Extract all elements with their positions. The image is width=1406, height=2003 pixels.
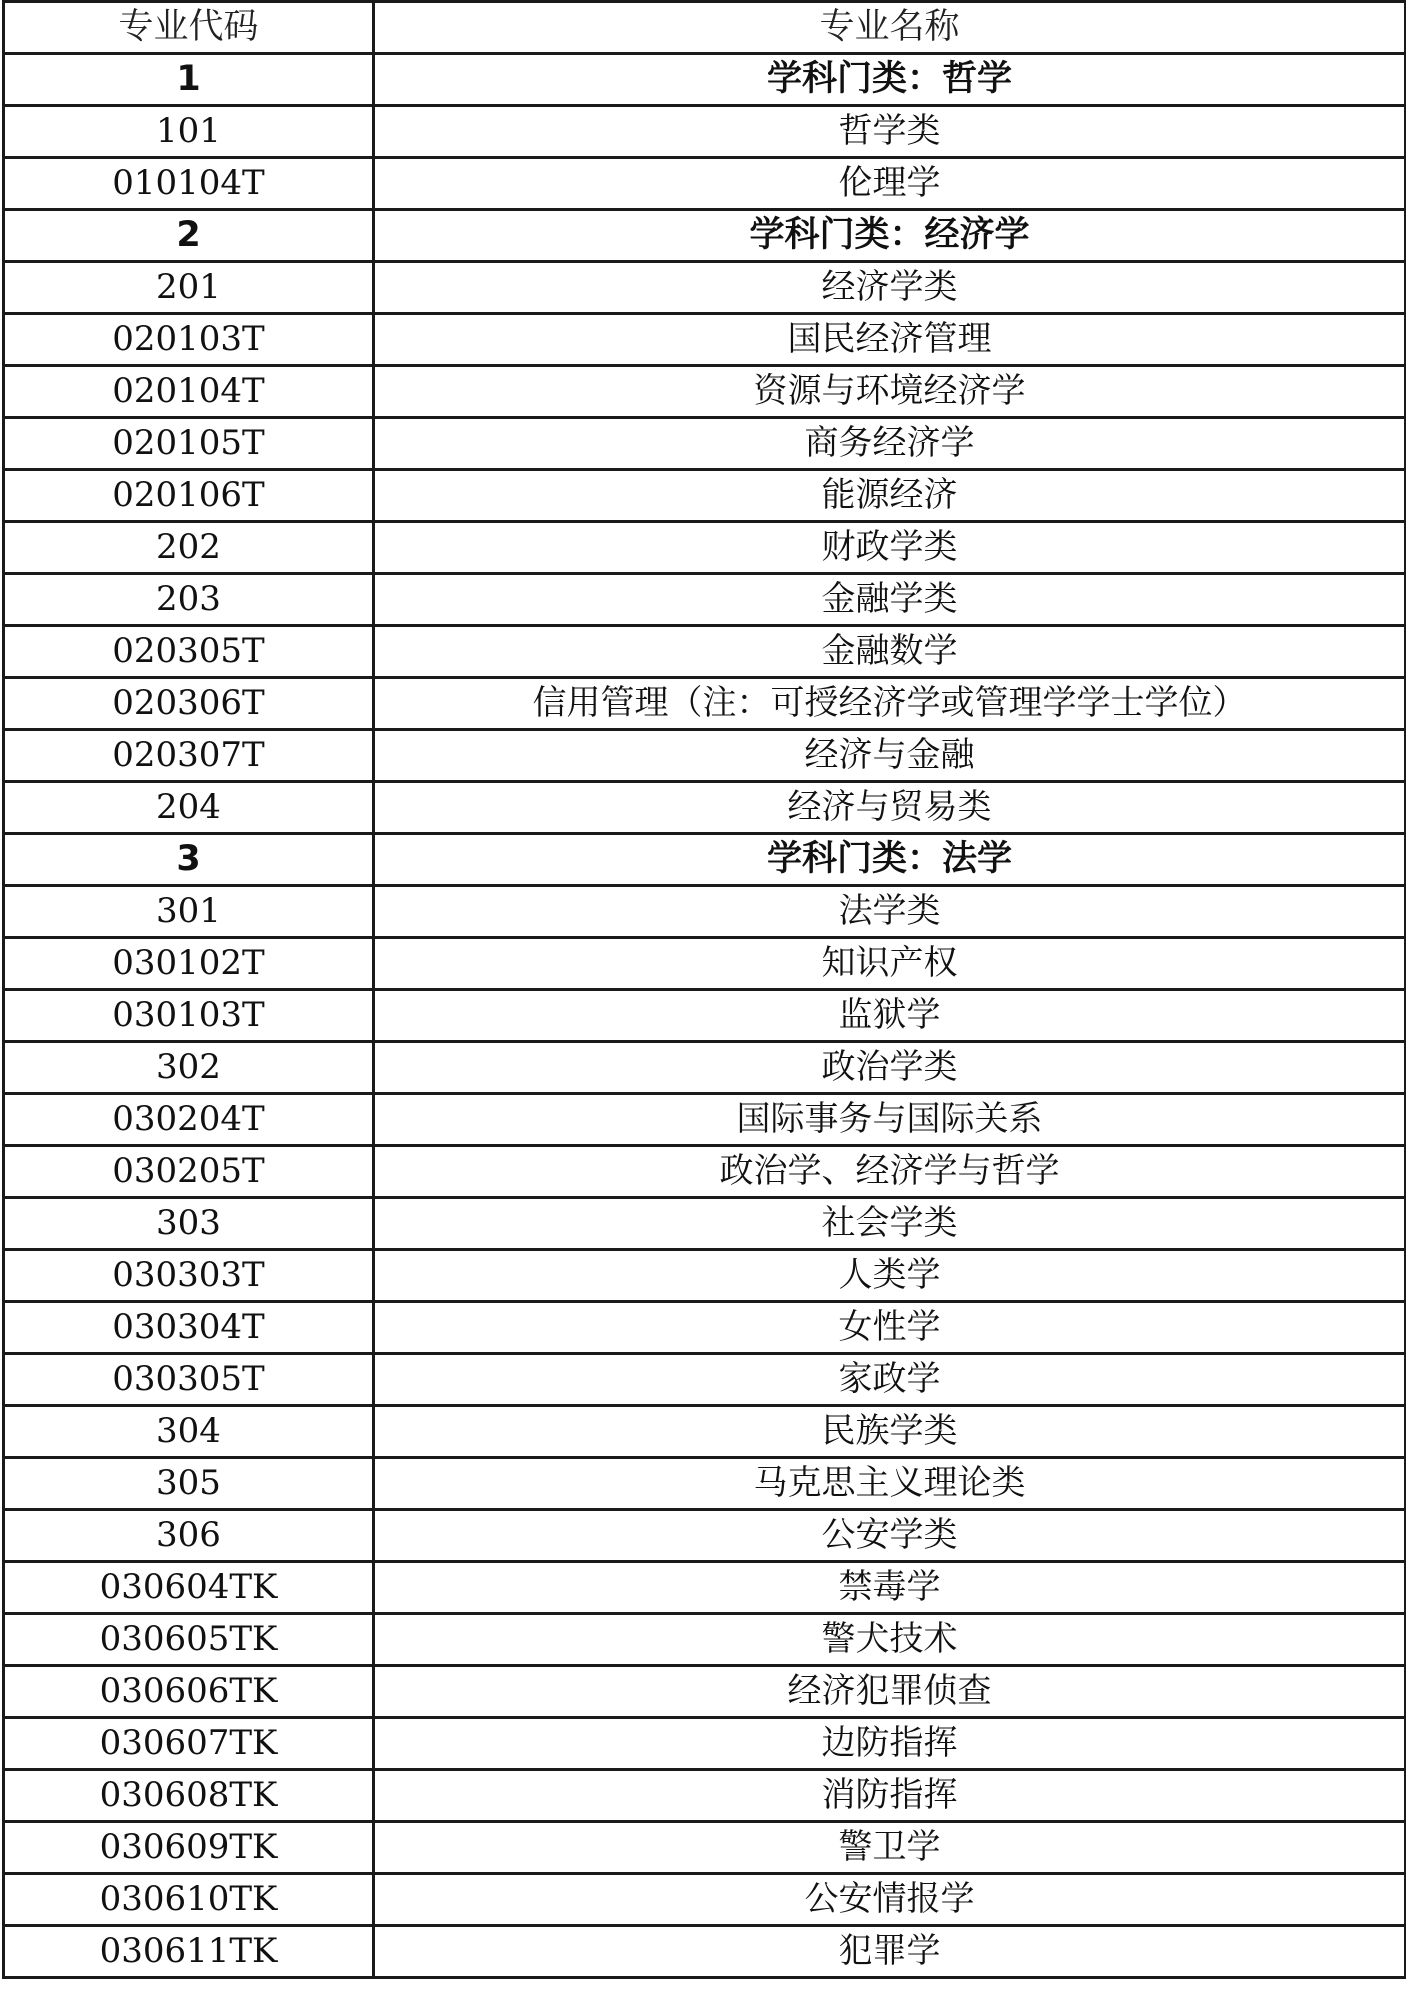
table-row bbox=[4, 1770, 1406, 1822]
major-name-cell: 学科门类：经济学 bbox=[374, 210, 1406, 262]
major-name-cell: 金融学类 bbox=[374, 574, 1406, 626]
major-code-cell: 030204T bbox=[4, 1094, 374, 1146]
major-code-cell: 030102T bbox=[4, 938, 374, 990]
table-row bbox=[4, 470, 1406, 522]
major-code-cell: 020105T bbox=[4, 418, 374, 470]
major-name-cell: 财政学类 bbox=[374, 522, 1406, 574]
major-name-cell: 民族学类 bbox=[374, 1406, 1406, 1458]
table-row bbox=[4, 1458, 1406, 1510]
major-code-cell: 020305T bbox=[4, 626, 374, 678]
major-code-cell: 1 bbox=[4, 54, 374, 106]
header-code-cell: 专业代码 bbox=[4, 2, 374, 54]
major-name-cell: 家政学 bbox=[374, 1354, 1406, 1406]
major-name-cell: 法学类 bbox=[374, 886, 1406, 938]
major-name-cell: 国际事务与国际关系 bbox=[374, 1094, 1406, 1146]
table-row bbox=[4, 1250, 1406, 1302]
major-code-cell: 306 bbox=[4, 1510, 374, 1562]
table-row bbox=[4, 1302, 1406, 1354]
major-name-cell: 信用管理（注：可授经济学或管理学学士学位） bbox=[374, 678, 1406, 730]
table-row bbox=[4, 418, 1406, 470]
major-code-cell: 010104T bbox=[4, 158, 374, 210]
table-header-row bbox=[4, 2, 1406, 54]
major-name-cell: 国民经济管理 bbox=[374, 314, 1406, 366]
major-code-cell: 030606TK bbox=[4, 1666, 374, 1718]
major-code-cell: 301 bbox=[4, 886, 374, 938]
major-code-cell: 030305T bbox=[4, 1354, 374, 1406]
category-row bbox=[4, 210, 1406, 262]
major-name-cell: 公安情报学 bbox=[374, 1874, 1406, 1926]
major-name-cell: 哲学类 bbox=[374, 106, 1406, 158]
table-row bbox=[4, 1666, 1406, 1718]
major-code-cell: 2 bbox=[4, 210, 374, 262]
table-row bbox=[4, 1562, 1406, 1614]
major-code-cell: 030304T bbox=[4, 1302, 374, 1354]
table-row bbox=[4, 1822, 1406, 1874]
major-name-cell: 禁毒学 bbox=[374, 1562, 1406, 1614]
major-code-cell: 204 bbox=[4, 782, 374, 834]
major-name-cell: 学科门类：哲学 bbox=[374, 54, 1406, 106]
major-name-cell: 政治学、经济学与哲学 bbox=[374, 1146, 1406, 1198]
major-code-cell: 302 bbox=[4, 1042, 374, 1094]
table-row bbox=[4, 158, 1406, 210]
table-row bbox=[4, 262, 1406, 314]
major-code-cell: 020307T bbox=[4, 730, 374, 782]
major-code-cell: 202 bbox=[4, 522, 374, 574]
table-row bbox=[4, 522, 1406, 574]
major-name-cell: 女性学 bbox=[374, 1302, 1406, 1354]
table-row bbox=[4, 366, 1406, 418]
table-row bbox=[4, 106, 1406, 158]
table-row bbox=[4, 1510, 1406, 1562]
major-name-cell: 资源与环境经济学 bbox=[374, 366, 1406, 418]
table-row bbox=[4, 1198, 1406, 1250]
table-row bbox=[4, 886, 1406, 938]
major-catalog-table bbox=[2, 0, 1406, 1979]
major-code-cell: 030607TK bbox=[4, 1718, 374, 1770]
major-code-cell: 203 bbox=[4, 574, 374, 626]
major-name-cell: 伦理学 bbox=[374, 158, 1406, 210]
major-name-cell: 公安学类 bbox=[374, 1510, 1406, 1562]
table-row bbox=[4, 1614, 1406, 1666]
table-row bbox=[4, 1718, 1406, 1770]
table-row bbox=[4, 1926, 1406, 1978]
major-name-cell: 人类学 bbox=[374, 1250, 1406, 1302]
table-row bbox=[4, 678, 1406, 730]
major-name-cell: 商务经济学 bbox=[374, 418, 1406, 470]
table-row bbox=[4, 990, 1406, 1042]
table-row bbox=[4, 574, 1406, 626]
major-code-cell: 030103T bbox=[4, 990, 374, 1042]
major-code-cell: 020104T bbox=[4, 366, 374, 418]
table-row bbox=[4, 730, 1406, 782]
major-code-cell: 304 bbox=[4, 1406, 374, 1458]
major-code-cell: 303 bbox=[4, 1198, 374, 1250]
table-row bbox=[4, 1874, 1406, 1926]
category-row bbox=[4, 834, 1406, 886]
table-body bbox=[4, 2, 1406, 1978]
major-code-cell: 030609TK bbox=[4, 1822, 374, 1874]
major-name-cell: 马克思主义理论类 bbox=[374, 1458, 1406, 1510]
major-code-cell: 101 bbox=[4, 106, 374, 158]
table-row bbox=[4, 1146, 1406, 1198]
major-name-cell: 经济与金融 bbox=[374, 730, 1406, 782]
major-code-cell: 020106T bbox=[4, 470, 374, 522]
major-code-cell: 030604TK bbox=[4, 1562, 374, 1614]
major-code-cell: 201 bbox=[4, 262, 374, 314]
table-row bbox=[4, 1094, 1406, 1146]
major-code-cell: 020306T bbox=[4, 678, 374, 730]
major-name-cell: 警犬技术 bbox=[374, 1614, 1406, 1666]
major-name-cell: 犯罪学 bbox=[374, 1926, 1406, 1978]
major-code-cell: 3 bbox=[4, 834, 374, 886]
major-code-cell: 030605TK bbox=[4, 1614, 374, 1666]
major-name-cell: 经济与贸易类 bbox=[374, 782, 1406, 834]
table-row bbox=[4, 1354, 1406, 1406]
major-name-cell: 监狱学 bbox=[374, 990, 1406, 1042]
major-name-cell: 政治学类 bbox=[374, 1042, 1406, 1094]
major-name-cell: 社会学类 bbox=[374, 1198, 1406, 1250]
table-row bbox=[4, 782, 1406, 834]
major-code-cell: 030611TK bbox=[4, 1926, 374, 1978]
major-code-cell: 030303T bbox=[4, 1250, 374, 1302]
major-code-cell: 020103T bbox=[4, 314, 374, 366]
major-name-cell: 学科门类：法学 bbox=[374, 834, 1406, 886]
major-name-cell: 消防指挥 bbox=[374, 1770, 1406, 1822]
major-name-cell: 警卫学 bbox=[374, 1822, 1406, 1874]
major-name-cell: 金融数学 bbox=[374, 626, 1406, 678]
major-name-cell: 知识产权 bbox=[374, 938, 1406, 990]
major-name-cell: 经济学类 bbox=[374, 262, 1406, 314]
major-name-cell: 经济犯罪侦查 bbox=[374, 1666, 1406, 1718]
category-row bbox=[4, 54, 1406, 106]
major-name-cell: 边防指挥 bbox=[374, 1718, 1406, 1770]
table-row bbox=[4, 1406, 1406, 1458]
table-row bbox=[4, 314, 1406, 366]
table-row bbox=[4, 938, 1406, 990]
major-code-cell: 030608TK bbox=[4, 1770, 374, 1822]
header-name-cell: 专业名称 bbox=[374, 2, 1406, 54]
major-name-cell: 能源经济 bbox=[374, 470, 1406, 522]
major-code-cell: 305 bbox=[4, 1458, 374, 1510]
table-row bbox=[4, 1042, 1406, 1094]
table-row bbox=[4, 626, 1406, 678]
major-code-cell: 030205T bbox=[4, 1146, 374, 1198]
major-code-cell: 030610TK bbox=[4, 1874, 374, 1926]
